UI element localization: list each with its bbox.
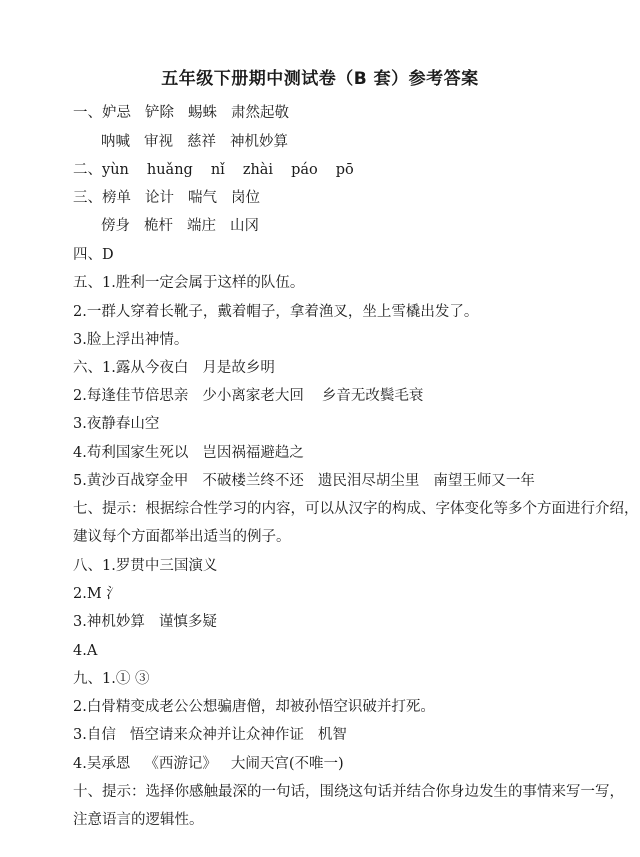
section-1-row-2 bbox=[101, 132, 288, 152]
hint-text: 注意语言的逻辑性。 bbox=[73, 812, 204, 828]
word: 蜴蛛 bbox=[188, 105, 217, 121]
answer: 3.神机妙算 bbox=[73, 614, 145, 630]
answer: 3.自信 bbox=[73, 727, 116, 743]
section-3-row-1 bbox=[73, 188, 260, 208]
word: 呐喊 bbox=[101, 134, 130, 150]
answer: 1.胜利一定会属于这样的队伍。 bbox=[102, 275, 305, 291]
section-8-item-2 bbox=[73, 584, 121, 604]
section-10-line-2 bbox=[73, 810, 204, 830]
pinyin: páo bbox=[291, 162, 318, 178]
answer: 机智 bbox=[317, 727, 347, 743]
section-6-item-5 bbox=[73, 471, 535, 491]
pinyin: yùn bbox=[102, 162, 129, 178]
answer: 2.白骨精变成老公公想骗唐僧，却被孙悟空识破并打死。 bbox=[73, 699, 435, 715]
answer: 4.A bbox=[73, 643, 98, 659]
answer: 3.脸上浮出神情。 bbox=[73, 332, 189, 348]
section-10-label: 十、 bbox=[73, 784, 102, 800]
answer: 2.一群人穿着长靴子，戴着帽子，拿着渔叉，坐上雪橇出发了。 bbox=[73, 304, 479, 320]
word: 论计 bbox=[145, 190, 174, 206]
answer: 悟空请来众神并让众神作证 bbox=[129, 727, 304, 743]
word: 喘气 bbox=[188, 190, 217, 206]
word: 榜单 bbox=[102, 190, 131, 206]
section-9-item-2 bbox=[73, 697, 435, 717]
word: 山冈 bbox=[230, 218, 259, 234]
poem-line: 月是故乡明 bbox=[202, 360, 275, 376]
word: 肃然起敬 bbox=[231, 105, 289, 121]
poem-line: 5.黄沙百战穿金甲 bbox=[73, 473, 189, 489]
pinyin: huǎng bbox=[146, 162, 193, 178]
word: 妒忌 bbox=[102, 105, 131, 121]
answer: 《西游记》 bbox=[144, 756, 217, 772]
section-5-item-1 bbox=[73, 273, 304, 293]
section-6-item-1 bbox=[73, 358, 275, 378]
section-6-item-2 bbox=[73, 386, 423, 406]
word: 铲除 bbox=[145, 105, 174, 121]
section-9-item-3 bbox=[73, 725, 347, 745]
poem-line: 南望王师又一年 bbox=[433, 473, 535, 489]
section-6-item-4 bbox=[73, 443, 304, 463]
word: 桅杆 bbox=[144, 218, 173, 234]
section-2-label: 二、 bbox=[73, 162, 102, 178]
answer: 1.罗贯中三国演义 bbox=[102, 558, 218, 574]
answer: 谨慎多疑 bbox=[158, 614, 217, 630]
poem-line: 2.每逢佳节倍思亲 bbox=[73, 388, 189, 404]
section-9-item-1 bbox=[73, 669, 149, 689]
answer: D bbox=[102, 247, 114, 263]
word: 傍身 bbox=[101, 218, 130, 234]
section-7-line-1 bbox=[73, 499, 639, 519]
hint-text: 提示：选择你感触最深的一句话，围绕这句话并结合你身边发生的事情来写一写， bbox=[102, 784, 624, 800]
section-4 bbox=[73, 245, 114, 265]
hint-text: 建议每个方面都举出适当的例子。 bbox=[73, 529, 291, 545]
section-3-row-2 bbox=[101, 216, 259, 236]
section-6-item-3 bbox=[73, 414, 159, 434]
section-8-item-4 bbox=[73, 641, 97, 661]
section-8-item-3 bbox=[73, 612, 217, 632]
answer: 1.① ③ bbox=[102, 671, 150, 687]
section-6-label: 六、 bbox=[73, 360, 102, 376]
pinyin: nǐ bbox=[210, 162, 225, 178]
poem-line: 4.苟利国家生死以 bbox=[73, 445, 189, 461]
answer: 2.M 氵 bbox=[73, 586, 121, 602]
section-7-label: 七、 bbox=[73, 501, 102, 517]
section-9-item-4 bbox=[73, 754, 344, 774]
section-8-item-1 bbox=[73, 556, 217, 576]
section-1-label: 一、 bbox=[73, 105, 102, 121]
section-1-row-1 bbox=[73, 103, 289, 123]
answer: 4.吴承恩 bbox=[73, 756, 131, 772]
word: 神机妙算 bbox=[230, 134, 288, 150]
page-title: 五年级下册期中测试卷（B 套）参考答案 bbox=[161, 69, 479, 89]
word: 岗位 bbox=[231, 190, 260, 206]
poem-line: 1.露从今夜白 bbox=[102, 360, 189, 376]
poem-line: 岂因祸福避趋之 bbox=[202, 445, 304, 461]
word: 端庄 bbox=[187, 218, 216, 234]
section-5-label: 五、 bbox=[73, 275, 102, 291]
pinyin: zhài bbox=[242, 162, 274, 178]
section-5-item-3 bbox=[73, 330, 188, 350]
section-4-label: 四、 bbox=[73, 247, 102, 263]
poem-line: 不破楼兰终不还 bbox=[202, 473, 304, 489]
section-2-pinyin bbox=[73, 160, 372, 180]
section-10-line-1 bbox=[73, 782, 624, 802]
section-5-item-2 bbox=[73, 302, 478, 322]
section-8-label: 八、 bbox=[73, 558, 102, 574]
word: 慈祥 bbox=[187, 134, 216, 150]
answer: 大闹天宫(不唯一) bbox=[230, 756, 344, 772]
section-7-line-2 bbox=[73, 527, 291, 547]
poem-line: 乡音无改鬓毛衰 bbox=[321, 388, 424, 404]
pinyin: pō bbox=[335, 162, 354, 178]
hint-text: 提示：根据综合性学习的内容，可以从汉字的构成、字体变化等多个方面进行介绍， bbox=[102, 501, 639, 517]
poem-line: 遗民泪尽胡尘里 bbox=[317, 473, 420, 489]
poem-line: 3.夜静春山空 bbox=[73, 416, 160, 432]
section-9-label: 九、 bbox=[73, 671, 102, 687]
word: 审视 bbox=[144, 134, 173, 150]
poem-line: 少小离家老大回 bbox=[202, 388, 304, 404]
section-3-label: 三、 bbox=[73, 190, 102, 206]
